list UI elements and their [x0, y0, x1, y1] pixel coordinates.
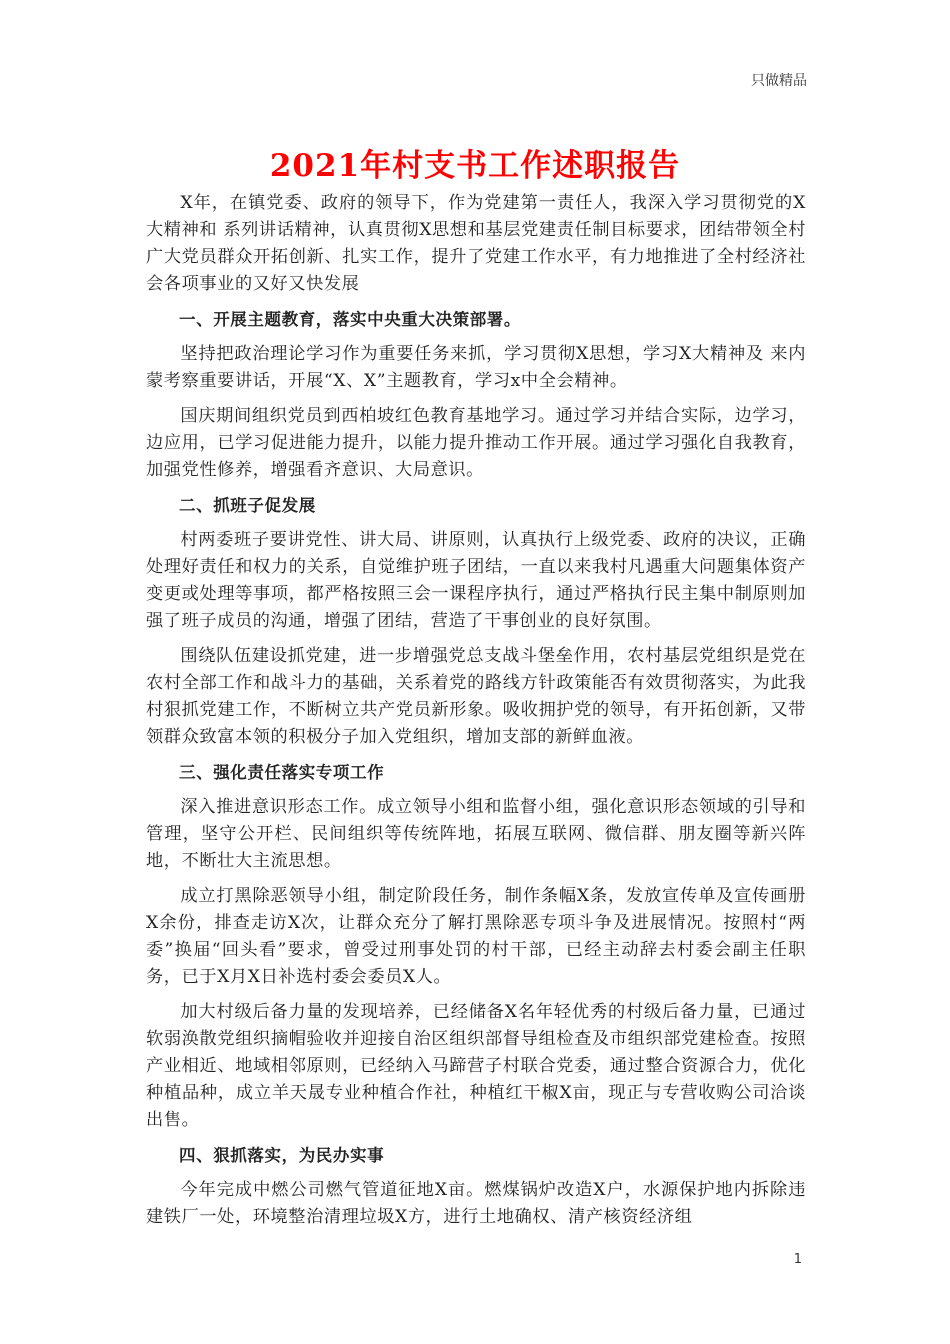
header-note: 只做精品 — [751, 73, 807, 89]
paragraph: 加大村级后备力量的发现培养，已经储备X名年轻优秀的村级后备力量，已通过软弱涣散党组织摘帽验收并迎接自治区组织部督导组检查及市组织部党建检查。按照产业相近、地域相邻原则，已经纳入马蹄营子村联合党委，通过整合资源合力，优化种植品种，成立羊天晟专业种植合作社，种植红干椒X亩，现正与专营收购公司洽谈出售。 — [146, 1002, 806, 1130]
section-heading-2: 二、抓班子促发展 — [179, 496, 316, 515]
section-heading-1: 一、开展主题教育，落实中央重大决策部署。 — [179, 310, 521, 329]
page-number: 1 — [793, 1252, 802, 1267]
paragraph: 成立打黑除恶领导小组，制定阶段任务，制作条幅X条，发放宣传单及宣传画册X余份，排查走访X次，让群众充分了解打黑除恶专项斗争及进展情况。按照村“两委”换届“回头看”要求，曾受过刑事处罚的村干部，已经主动辞去村委会副主任职务，已于X月X日补选村委会委员X人。 — [146, 886, 806, 987]
paragraph: 深入推进意识形态工作。成立领导小组和监督小组，强化意识形态领域的引导和管理，坚守公开栏、民间组织等传统阵地，拓展互联网、微信群、朋友圈等新兴阵地，不断壮大主流思想。 — [146, 797, 806, 871]
document-title: 2021年村支书工作述职报告 — [269, 148, 681, 184]
paragraph: 村两委班子要讲党性、讲大局、讲原则，认真执行上级党委、政府的决议，正确处理好责任和权力的关系，自觉维护班子团结，一直以来我村凡遇重大问题集体资产变更或处理等事项，都严格按照三会一课程序执行，通过严格执行民主集中制原则加强了班子成员的沟通，增强了团结，营造了干事创业的良好氛围。 — [146, 530, 806, 631]
intro-paragraph: X年，在镇党委、政府的领导下，作为党建第一责任人，我深入学习贯彻党的X大精神和 系列讲话精神，认真贯彻X思想和基层党建责任制目标要求，团结带领全村广大党员群众开拓创新、扎实工作，提升了党建工作水平，有力地推进了全村经济社会各项事业的又好又快发展 — [146, 193, 806, 294]
paragraph: 国庆期间组织党员到西柏坡红色教育基地学习。通过学习并结合实际，边学习，边应用，已学习促进能力提升，以能力提升推动工作开展。通过学习强化自我教育，加强党性修养，增强看齐意识、大局意识。 — [146, 406, 806, 480]
paragraph: 围绕队伍建设抓党建，进一步增强党总支战斗堡垒作用，农村基层党组织是党在农村全部工作和战斗力的基础，关系着党的路线方针政策能否有效贯彻落实，为此我村狠抓党建工作，不断树立共产党员新形象。吸收拥护党的领导，有开拓创新，又带领群众致富本领的积极分子加入党组织，增加支部的新鲜血液。 — [146, 646, 806, 747]
section-heading-4: 四、狠抓落实，为民办实事 — [179, 1146, 385, 1165]
paragraph: 今年完成中燃公司燃气管道征地X亩。燃煤锅炉改造X户，水源保护地内拆除违建铁厂一处，环境整治清理垃圾X方，进行土地确权、清产核资经济组 — [146, 1180, 806, 1227]
section-heading-3: 三、强化责任落实专项工作 — [179, 763, 385, 782]
paragraph: 坚持把政治理论学习作为重要任务来抓，学习贯彻X思想，学习X大精神及 来内蒙考察重要讲话，开展“X、X”主题教育，学习x中全会精神。 — [146, 344, 806, 391]
document-body — [146, 190, 806, 1239]
